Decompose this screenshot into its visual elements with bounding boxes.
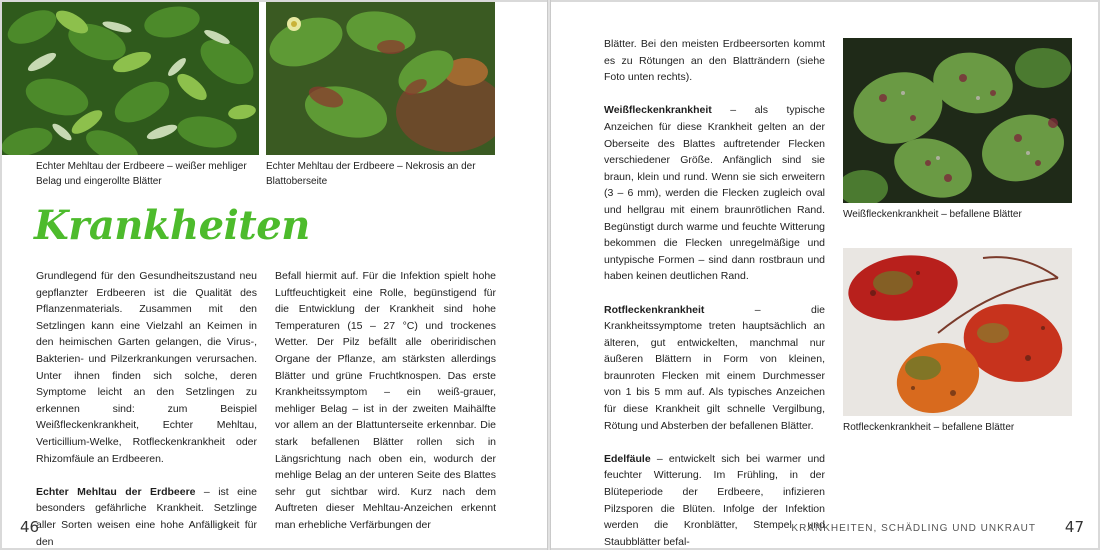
right-page bbox=[551, 2, 1098, 548]
red-spot-paragraph bbox=[604, 302, 825, 435]
white-spot-paragraph bbox=[604, 102, 825, 285]
left-column-1 bbox=[36, 268, 257, 548]
term-weissfleckenkrankheit: Weißfleckenkrankheit bbox=[604, 104, 712, 117]
grey-mould-text: – entwickelt sich bei warmer und feuchter Witterung. Im Frühling, in der Blüteperiode der Erdbeere, infizieren Pilzsporen die Blüten. Infolge der Infektion werden die Kronblätter, Stempel und Staubblätter befal- bbox=[604, 452, 825, 548]
page-number-right: 47 bbox=[1064, 518, 1084, 536]
photo-mildew-necrosis bbox=[266, 2, 495, 155]
term-rotfleckenkrankheit: Rotfleckenkrankheit bbox=[604, 303, 705, 316]
caption-photo1: Echter Mehltau der Erdbeere – weißer mehliger Belag und eingerollte Blätter bbox=[36, 161, 247, 187]
chapter-heading: Krankheiten bbox=[34, 202, 310, 249]
photo-red-spot-leaves bbox=[843, 248, 1072, 416]
right-column bbox=[604, 36, 825, 548]
mildew-end-paragraph: Blätter. Bei den meisten Erdbeersorten kommt es zu Rötungen an den Blatträndern (siehe Foto unten rechts). bbox=[604, 38, 825, 84]
photo-white-spot-leaves bbox=[843, 38, 1072, 203]
caption-photo2: Echter Mehltau der Erdbeere – Nekrosis an der Blattoberseite bbox=[266, 161, 476, 187]
left-column-2 bbox=[275, 268, 496, 534]
term-edelfaeule: Edelfäule bbox=[604, 452, 651, 465]
red-spot-text: – die Krankheitssymptome treten hauptsächlich an älteren, gut entwickelten, manchmal nur äußeren Blättern in Form von kleinen, braunroten Flecken mit einem Durchmesser von 1 bis 5 mm auf. Als typisches Anzeichen für diese Krankheit gilt schnelle Vergilbung, Rötung und Absterben der befallenen Blätter. bbox=[604, 303, 825, 432]
intro-paragraph: Grundlegend für den Gesundheitszustand neu gepflanzter Erdbeeren ist die Qualität des Pflanzenmaterials. Zusammen mit den Setzlingen kann eine Vielzahl an Keimen in den heimischen Garten gelangen, die Virus-, Bakterien- und Pilzerkrankungen verursachen. Unter ihnen finden sich solche, deren Symptome leicht an den Setzlingen zu erkennen sind: zum Beispiel Weißfleckenkrankheit, Echter Mehltau, Verticillium-Welke, Rotfleckenkrankheit oder Rhizomfäule an Erdbeeren. bbox=[36, 270, 257, 465]
mildew-continued-paragraph: Befall hiermit auf. Für die Infektion spielt hohe Luftfeuchtigkeit eine Rolle, begünstigend für die Entwicklung der Krankheit sind hohe Temperaturen (15 – 27 °C) und trockenes Wetter. Der Pilz befällt alle oberiridischen Organe der Pflanze, am stärksten allerdings Blätter und grüne Fruchtknospen. Das erste Krankheitssymptom – ein weiß-grauer, mehliger Belag – ist in der zweiten Maihälfte vor allem an der Blattunterseite erkennbar. Die stark befallenen Blätter rollen sich in Längsrichtung nach oben ein, wodurch der mehlige Belag an der unteren Seite des Blattes sehr gut sichtbar wird. Kurz nach dem Auftreten dieser Mehltau-Anzeichen erkennt man erhebliche Verfärbungen der bbox=[275, 270, 496, 531]
caption-photo3: Weißfleckenkrankheit – befallene Blätter bbox=[843, 209, 1022, 220]
left-page bbox=[2, 2, 547, 548]
mildew-paragraph-text: – ist eine besonders gefährliche Krankheit. Setzlinge aller Sorten weisen eine hohe Anfälligkeit für den bbox=[36, 485, 257, 548]
term-echter-mehltau: Echter Mehltau der Erdbeere bbox=[36, 485, 196, 498]
mildew-paragraph bbox=[36, 484, 257, 548]
white-spot-text: – als typische Anzeichen für diese Krankheit gelten an der Oberseite des Blattes auftretender Flecken verschiedener Größe. Anfänglich sind sie braun, klein und rund. Wenn sie sich erweitern (3 – 6 mm), werden die Flecken zugleich oval und hellgrau mit einem braunrötlichen Rand. Begünstigt durch warme und feuchte Witterung bekommen die Flecken unregelmäßige und untypische Formen – sind dann rostbraun und haben keinen deutlichen Rand. bbox=[604, 104, 825, 283]
caption-photo4: Rotfleckenkrankheit – befallene Blätter bbox=[843, 422, 1015, 433]
photo-powdery-mildew-leaves bbox=[2, 2, 259, 155]
running-head: KRANKHEITEN, SCHÄDLING UND UNKRAUT bbox=[791, 523, 1036, 534]
page-number-left: 46 bbox=[20, 518, 40, 536]
